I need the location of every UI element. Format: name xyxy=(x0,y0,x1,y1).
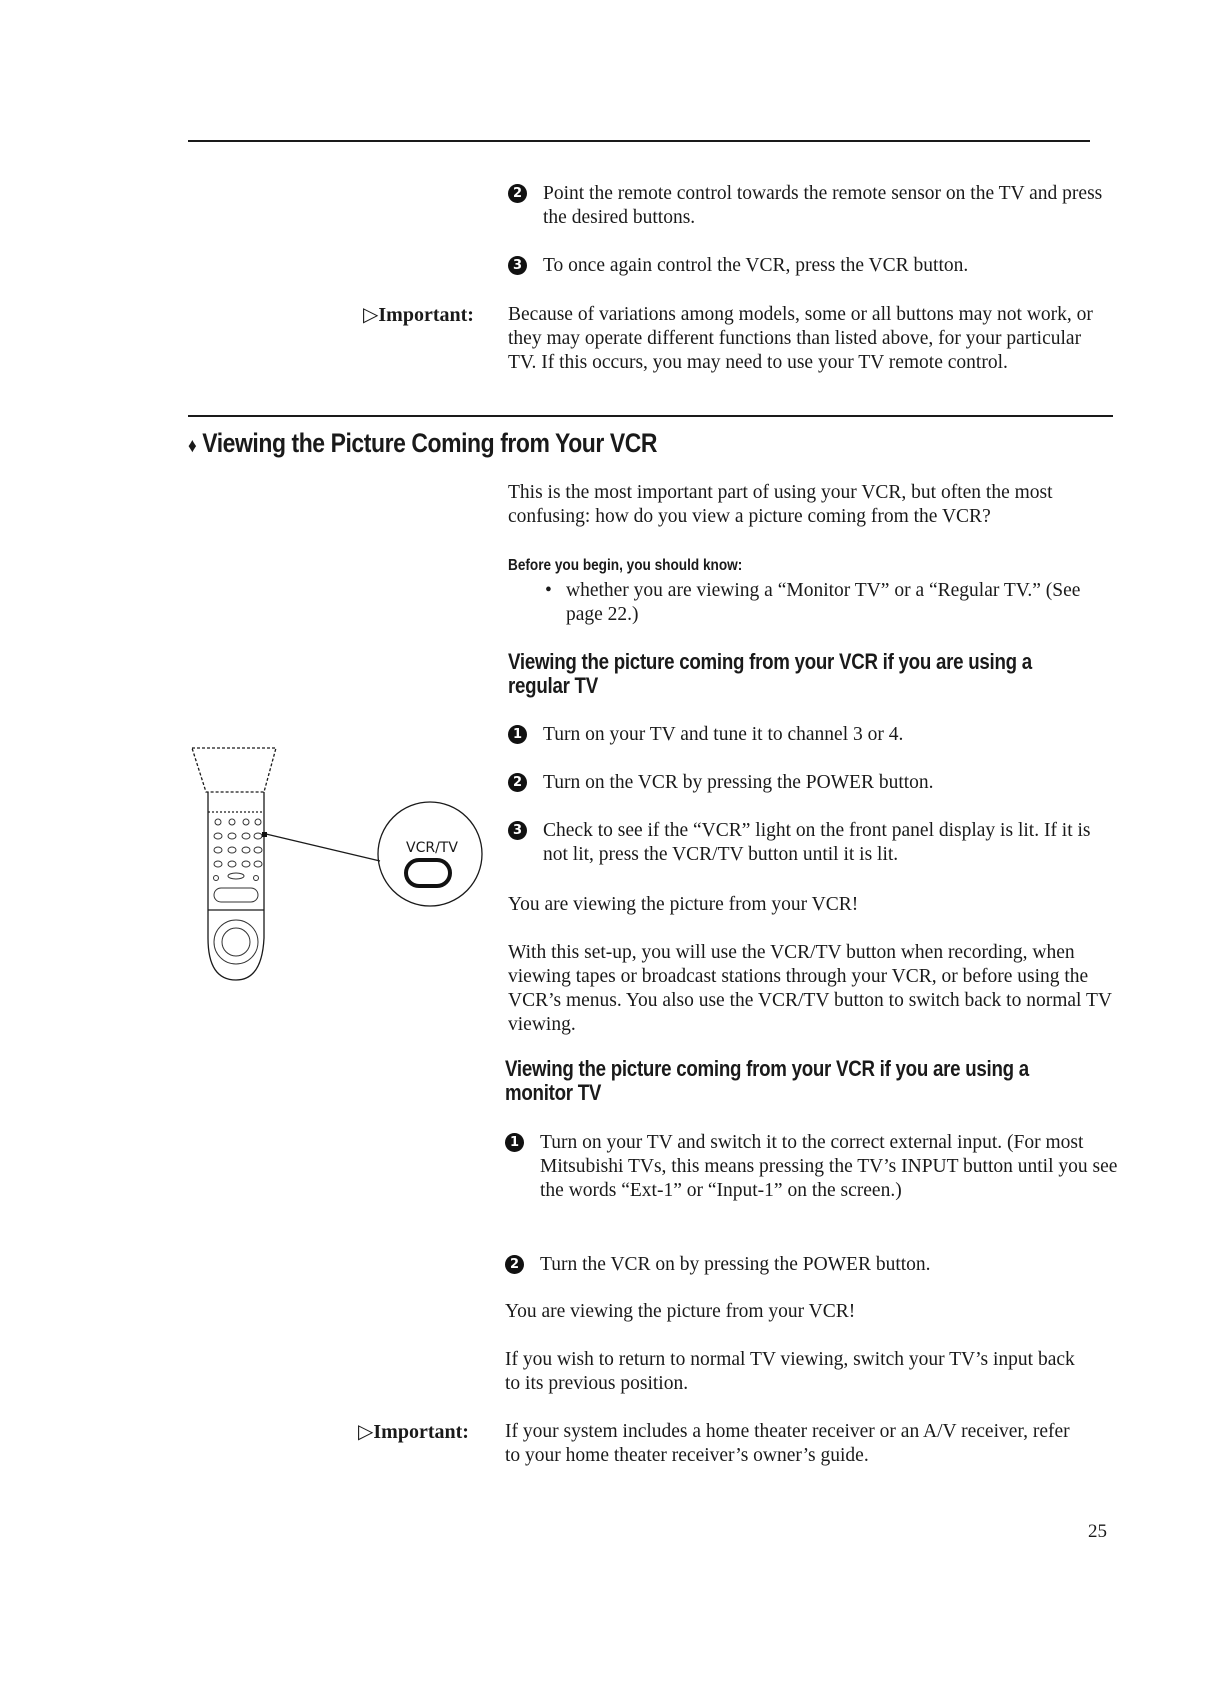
step-text: To once again control the VCR, press the VCR button. xyxy=(543,255,969,276)
before-heading: Before you begin, you should know: xyxy=(508,557,743,574)
important-label xyxy=(363,303,474,327)
step-text: Check to see if the “VCR” light on the front panel display is lit. If it is not lit, press the VCR/TV button until it is lit. xyxy=(543,820,1091,865)
regular-result: You are viewing the picture from your VCR! xyxy=(508,894,859,915)
important-2-text: If your system includes a home theater receiver or an A/V receiver, refer to your home theater receiver’s owner’s guide. xyxy=(505,1421,1070,1466)
section-title xyxy=(188,427,657,462)
important-label-text: Important: xyxy=(373,1421,469,1443)
important-text: Because of variations among models, some or all buttons may not work, or they may operate different functions than listed above, for your particular TV. If this occurs, you may need to use your TV remote control. xyxy=(508,304,1093,373)
page-number: 25 xyxy=(1088,1521,1107,1542)
important-label xyxy=(358,1420,469,1444)
step-text: Turn on your TV and tune it to channel 3 or 4. xyxy=(543,724,904,745)
regular-tv-heading: Viewing the picture coming from your VCR if you are using a regular TV xyxy=(508,649,1032,698)
monitor-tv-heading: Viewing the picture coming from your VCR if you are using a monitor TV xyxy=(505,1056,1029,1105)
before-bullet xyxy=(545,579,1115,627)
top-rule xyxy=(188,140,1090,142)
regular-note: With this set-up, you will use the VCR/TV button when recording, when viewing tapes or broadcast stations through your VCR, or before using the VCR’s menus. You also use the VCR/TV button to switch back to normal TV viewing. xyxy=(508,942,1112,1035)
remote-control-illustration xyxy=(180,730,510,990)
diamond-bullet-icon: ♦ xyxy=(188,435,197,457)
monitor-note: If you wish to return to normal TV viewing, switch your TV’s input back to its previous position. xyxy=(505,1349,1075,1394)
step-number-badge: 2 xyxy=(508,773,527,792)
section-intro: This is the most important part of using your VCR, but often the most confusing: how do you view a picture coming from the VCR? xyxy=(508,482,1053,527)
important-label-text: Important: xyxy=(378,304,474,326)
step-text: Turn on the VCR by pressing the POWER button. xyxy=(543,772,934,793)
step-number-badge: 1 xyxy=(505,1133,524,1152)
section-title-text: Viewing the Picture Coming from Your VCR xyxy=(202,428,658,458)
step-number-badge: 3 xyxy=(508,821,527,840)
before-bullet-text: whether you are viewing a “Monitor TV” or a “Regular TV.” (See page 22.) xyxy=(566,580,1081,625)
step-number-badge: 2 xyxy=(505,1255,524,1274)
step-text: Turn on your TV and switch it to the correct external input. (For most Mitsubishi TVs, this means pressing the TV’s INPUT button until you see the words “Ext-1” or “Input-1” on the screen.) xyxy=(540,1132,1118,1201)
section-rule xyxy=(188,415,1113,417)
step-text: Point the remote control towards the remote sensor on the TV and press the desired buttons. xyxy=(543,183,1103,228)
triangle-marker-icon: ▷ xyxy=(358,1421,374,1443)
step-number-badge: 1 xyxy=(508,725,527,744)
step-number-badge: 2 xyxy=(508,184,527,203)
step-text: Turn the VCR on by pressing the POWER button. xyxy=(540,1254,931,1275)
vcr-tv-callout-label: VCR/TV xyxy=(406,840,458,856)
bullet-icon: • xyxy=(545,580,552,601)
step-number-badge: 3 xyxy=(508,256,527,275)
monitor-result: You are viewing the picture from your VCR! xyxy=(505,1301,856,1322)
triangle-marker-icon: ▷ xyxy=(363,304,379,326)
